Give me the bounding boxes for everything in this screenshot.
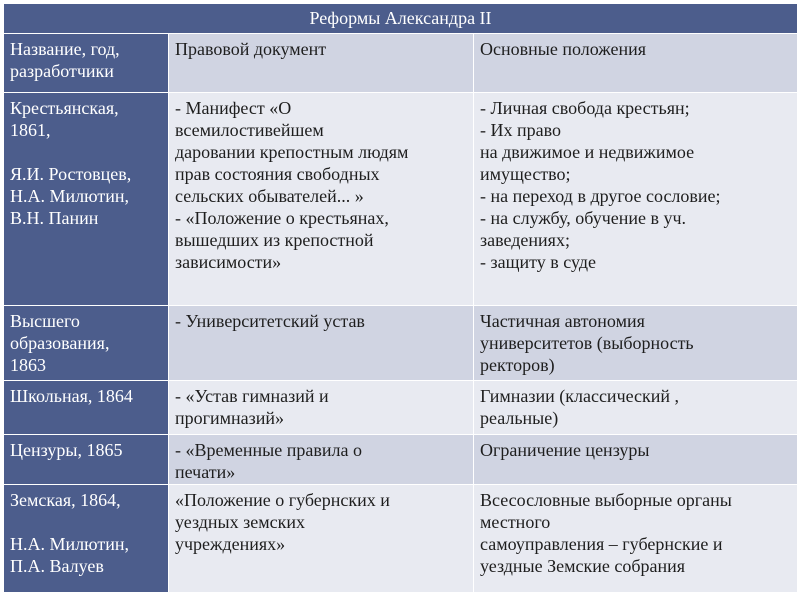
- cell-line: [10, 141, 162, 163]
- cell-line: - Их право: [480, 120, 561, 140]
- cell-line: П.А. Валуев: [10, 556, 104, 576]
- cell-line: «Положение о губернских и: [175, 490, 390, 510]
- legal-document-cell: [169, 435, 474, 485]
- main-provisions-cell: [474, 93, 798, 306]
- cell-line: - Манифест «О: [175, 98, 292, 118]
- main-provisions-cell: [474, 435, 798, 485]
- reforms-table: [3, 3, 798, 593]
- cell-line: В.Н. Панин: [10, 208, 99, 228]
- cell-line: на движимое и недвижимое: [480, 142, 695, 162]
- cell-line: прогимназий»: [175, 408, 285, 428]
- table-row: [4, 485, 798, 593]
- cell-line: [10, 511, 162, 533]
- table-header-row: [4, 34, 798, 93]
- table-row: [4, 381, 798, 435]
- cell-line: зависимости»: [175, 252, 282, 272]
- cell-line: 1861,: [10, 120, 51, 140]
- reforms-table-container: [3, 3, 797, 593]
- cell-line: Частичная автономия: [480, 311, 645, 331]
- main-provisions-cell: [474, 485, 798, 593]
- cell-line: - «Положение о крестьянах,: [175, 208, 389, 228]
- cell-line: Цензуры, 1865: [10, 440, 123, 460]
- cell-line: заведениях;: [480, 230, 570, 250]
- cell-line: сельских обывателей... »: [175, 186, 364, 206]
- cell-line: всемилостивейшем: [175, 120, 324, 140]
- cell-line: даровании крепостным людям: [175, 142, 409, 162]
- cell-line: вышедших из крепостной: [175, 230, 374, 250]
- table-row: [4, 306, 798, 381]
- cell-line: Крестьянская,: [10, 98, 119, 118]
- cell-line: университетов (выборность: [480, 333, 694, 353]
- header-line: Название, год,: [10, 39, 120, 59]
- cell-line: имущество;: [480, 164, 571, 184]
- cell-line: реальные): [480, 408, 559, 428]
- legal-document-cell: [169, 485, 474, 593]
- cell-line: ректоров): [480, 355, 555, 375]
- cell-line: Н.А. Милютин,: [10, 186, 129, 206]
- reform-name-cell: [4, 93, 169, 306]
- legal-document-cell: [169, 381, 474, 435]
- cell-line: Я.И. Ростовцев,: [10, 164, 132, 184]
- table-row: [4, 93, 798, 306]
- cell-line: - «Временные правила о: [175, 440, 362, 460]
- cell-line: образования,: [10, 333, 110, 353]
- table-title: Реформы Александра II: [4, 4, 798, 34]
- cell-line: - на переход в другое сословие;: [480, 186, 721, 206]
- cell-line: - на службу, обучение в уч.: [480, 208, 687, 228]
- cell-line: местного: [480, 512, 551, 532]
- header-line: Правовой документ: [175, 39, 327, 59]
- header-legal-document: [169, 34, 474, 93]
- cell-line: - Личная свобода крестьян;: [480, 98, 690, 118]
- header-main-provisions: [474, 34, 798, 93]
- cell-line: уездных земских: [175, 512, 305, 532]
- cell-line: самоуправления – губернские и: [480, 534, 723, 554]
- cell-line: Высшего: [10, 311, 80, 331]
- cell-line: печати»: [175, 462, 236, 482]
- cell-line: Гимназии (классический ,: [480, 386, 680, 406]
- cell-line: - Университетский устав: [175, 311, 365, 331]
- reform-name-cell: [4, 306, 169, 381]
- main-provisions-cell: [474, 306, 798, 381]
- cell-line: прав состояния свободных: [175, 164, 380, 184]
- cell-line: уездные Земские собрания: [480, 556, 686, 576]
- header-name-year-authors: [4, 34, 169, 93]
- cell-line: Н.А. Милютин,: [10, 534, 129, 554]
- cell-line: Ограничение цензуры: [480, 440, 650, 460]
- reform-name-cell: [4, 485, 169, 593]
- cell-line: - защиту в суде: [480, 252, 596, 272]
- cell-line: - «Устав гимназий и: [175, 386, 329, 406]
- reform-name-cell: [4, 435, 169, 485]
- cell-line: учреждениях»: [175, 534, 286, 554]
- reform-name-cell: [4, 381, 169, 435]
- table-row: [4, 435, 798, 485]
- cell-line: 1863: [10, 355, 46, 375]
- cell-line: Всесословные выборные органы: [480, 490, 732, 510]
- header-line: разработчики: [10, 61, 114, 81]
- legal-document-cell: [169, 93, 474, 306]
- header-line: Основные положения: [480, 39, 646, 59]
- legal-document-cell: [169, 306, 474, 381]
- main-provisions-cell: [474, 381, 798, 435]
- cell-line: Школьная, 1864: [10, 386, 133, 406]
- cell-line: Земская, 1864,: [10, 490, 121, 510]
- table-title-row: [4, 4, 798, 34]
